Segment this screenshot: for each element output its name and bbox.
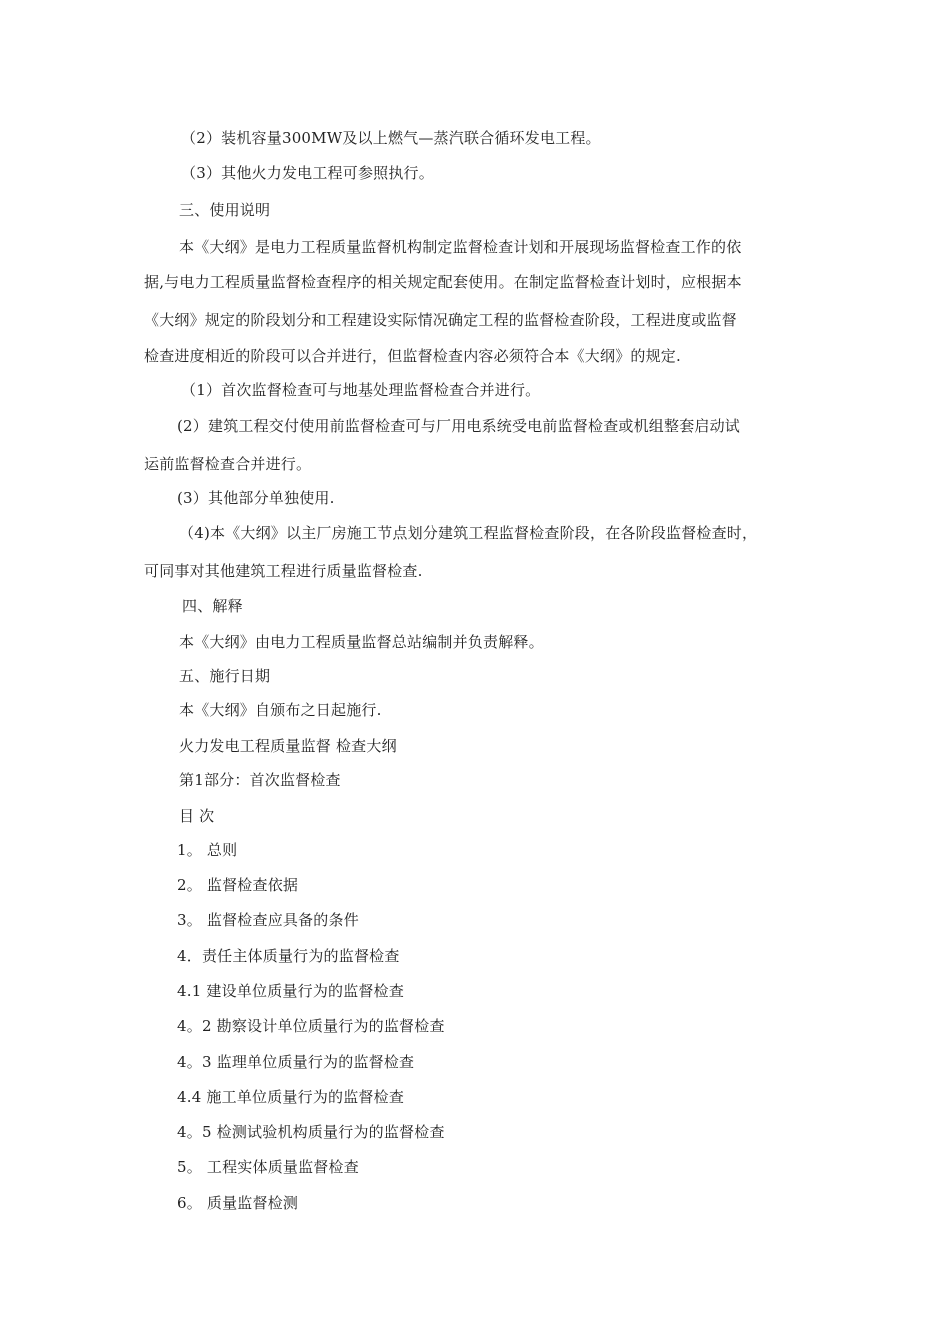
toc-item: 4．责任主体质量行为的监督检查 — [177, 947, 400, 965]
section-heading: 四、解释 — [182, 597, 243, 615]
text-line: （4)本《大纲》以主厂房施工节点划分建筑工程监督检查阶段，在各阶段监督检查时， — [179, 524, 758, 542]
text-line: 运前监督检查合并进行。 — [144, 455, 312, 473]
toc-item: 4。3 监理单位质量行为的监督检查 — [177, 1053, 415, 1071]
toc-item: 5。 工程实体质量监督检查 — [177, 1158, 359, 1176]
section-heading: 三、使用说明 — [179, 201, 271, 219]
toc-item: 4.4 施工单位质量行为的监督检查 — [177, 1088, 405, 1106]
text-line: 检查进度相近的阶段可以合并进行，但监督检查内容必须符合本《大纲》的规定. — [144, 347, 681, 365]
text-line: 据,与电力工程质量监督检查程序的相关规定配套使用。在制定监督检查计划时，应根据本 — [144, 273, 742, 291]
document-title: 火力发电工程质量监督 检查大纲 — [179, 737, 397, 755]
text-line: （2）装机容量300MW及以上燃气—蒸汽联合循环发电工程。 — [181, 129, 601, 147]
toc-heading: 目 次 — [179, 807, 215, 825]
toc-item: 6。 质量监督检测 — [177, 1194, 299, 1212]
text-line: （1）首次监督检查可与地基处理监督检查合并进行。 — [181, 381, 541, 399]
toc-item: 3。 监督检查应具备的条件 — [177, 911, 359, 929]
text-line: (3）其他部分单独使用. — [177, 489, 335, 507]
toc-item: 2。 监督检查依据 — [177, 876, 299, 894]
toc-item: 4.1 建设单位质量行为的监督检查 — [177, 982, 405, 1000]
toc-item: 4。2 勘察设计单位质量行为的监督检查 — [177, 1017, 445, 1035]
text-line: （3）其他火力发电工程可参照执行。 — [181, 164, 434, 182]
text-line: 本《大纲》是电力工程质量监督机构制定监督检查计划和开展现场监督检查工作的依 — [179, 238, 742, 256]
text-line: 可同事对其他建筑工程进行质量监督检查. — [144, 562, 423, 580]
toc-item: 1。 总则 — [177, 841, 238, 859]
text-line: 《大纲》规定的阶段划分和工程建设实际情况确定工程的监督检查阶段，工程进度或监督 — [144, 311, 737, 329]
text-line: 本《大纲》自颁布之日起施行. — [179, 701, 382, 719]
section-heading: 五、施行日期 — [179, 667, 271, 685]
toc-item: 4。5 检测试验机构质量行为的监督检查 — [177, 1123, 445, 1141]
text-line: 本《大纲》由电力工程质量监督总站编制并负责解释。 — [179, 633, 544, 651]
part-title: 第1部分：首次监督检查 — [179, 771, 341, 789]
text-line: (2）建筑工程交付使用前监督检查可与厂用电系统受电前监督检查或机组整套启动试 — [177, 417, 740, 435]
